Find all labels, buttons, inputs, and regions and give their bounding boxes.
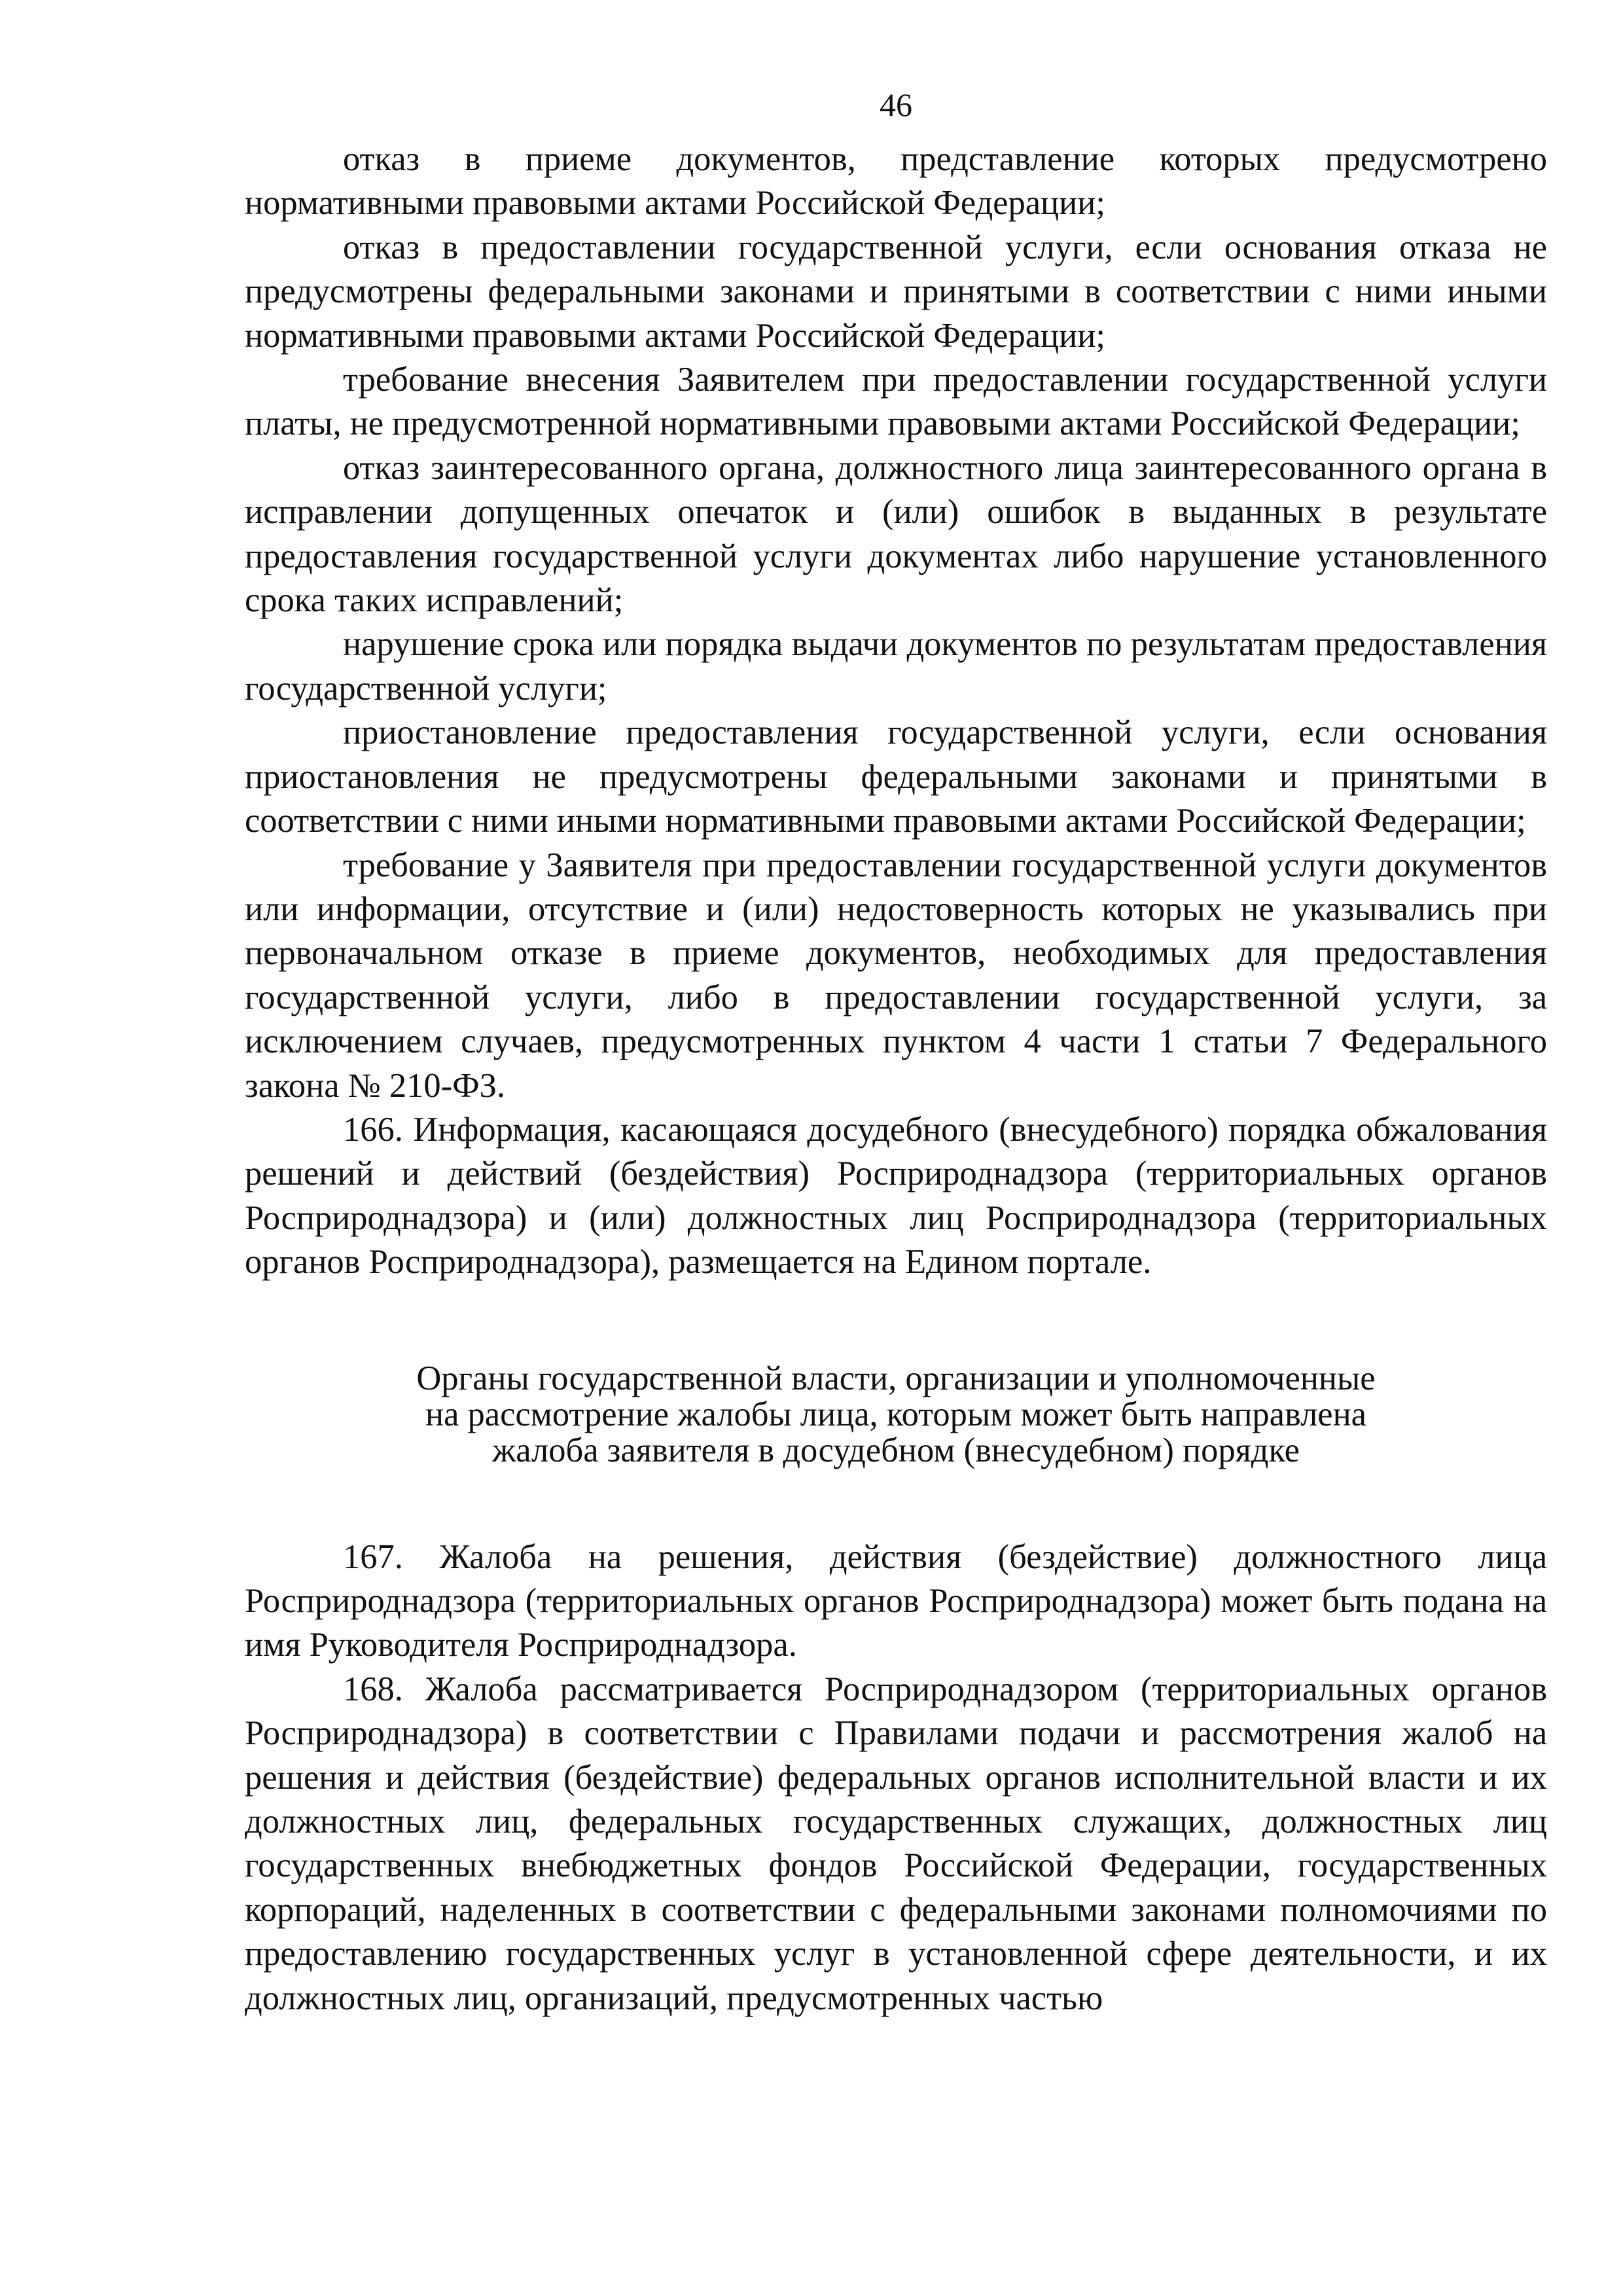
paragraph: отказ заинтересованного органа, должностного лица заинтересованного органа в исправлении допущенных опечаток и (или) ошибок в выданных в результате предоставления государственной услуги документах либо нарушение установленного срока таких исправлений; [245,448,1547,620]
section-heading-line: Органы государственной власти, организации и уполномоченные [416,1359,1376,1397]
paragraph: нарушение срока или порядка выдачи документов по результатам предоставления государственной услуги; [245,625,1547,708]
paragraph: отказ в предоставлении государственной услуги, если основания отказа не предусмотрены федеральными законами и принятыми в соответствии с ними иными нормативными правовыми актами Российской Федерации; [245,228,1547,355]
paragraph-167: 167. Жалоба на решения, действия (бездействие) должностного лица Росприроднадзора (территориальных органов Росприроднадзора) может быть подана на имя Руководителя Росприроднадзора. [245,1537,1547,1664]
document-page [245,85,1547,2020]
page-number: 46 [880,86,912,123]
paragraph: требование у Заявителя при предоставлении государственной услуги документов или информации, отсутствие и (или) недостоверность которых не указывались при первоначальном отказе в приеме документов, необходимых для предоставления государственной услуги, либо в предоставлении государственной услуги, за исключением случаев, предусмотренных пунктом 4 части 1 статьи 7 Федерального закона № 210-ФЗ. [245,846,1547,1105]
section-heading-line: жалоба заявителя в досудебном (внесудебном) порядке [492,1431,1300,1469]
section-heading-line: на рассмотрение жалобы лица, которым может быть направлена [425,1395,1366,1433]
paragraph: требование внесения Заявителем при предоставлении государственной услуги платы, не предусмотренной нормативными правовыми актами Российской Федерации; [245,361,1547,443]
paragraphs-top [245,137,1547,1285]
paragraph-168: 168. Жалоба рассматривается Росприроднадзором (территориальных органов Росприроднадзора) в соответствии с Правилами подачи и рассмотрения жалоб на решения и действия (бездействие) федеральных органов исполнительной власти и их должностных лиц, федеральных государственных служащих, должностных лиц государственных внебюджетных фондов Российской Федерации, государственных корпораций, наделенных в соответствии с федеральными законами полномочиями по предоставлению государственных услуг в установленной сфере деятельности, и их должностных лиц, организаций, предусмотренных частью [245,1670,1547,2017]
paragraph: приостановление предоставления государственной услуги, если основания приостановления не предусмотрены федеральными законами и принятыми в соответствии с ними иными нормативными правовыми актами Российской Федерации; [245,713,1547,840]
paragraph-166: 166. Информация, касающаяся досудебного (внесудебного) порядка обжалования решений и действий (бездействия) Росприроднадзора (территориальных органов Росприроднадзора) и (или) должностных лиц Росприроднадзора (территориальных органов Росприроднадзора), размещается на Едином портале. [245,1110,1547,1282]
paragraphs-bottom [245,1535,1547,2020]
paragraph: отказ в приеме документов, представление которых предусмотрено нормативными правовыми актами Российской Федерации; [245,140,1547,223]
section-heading [245,1361,1547,1469]
